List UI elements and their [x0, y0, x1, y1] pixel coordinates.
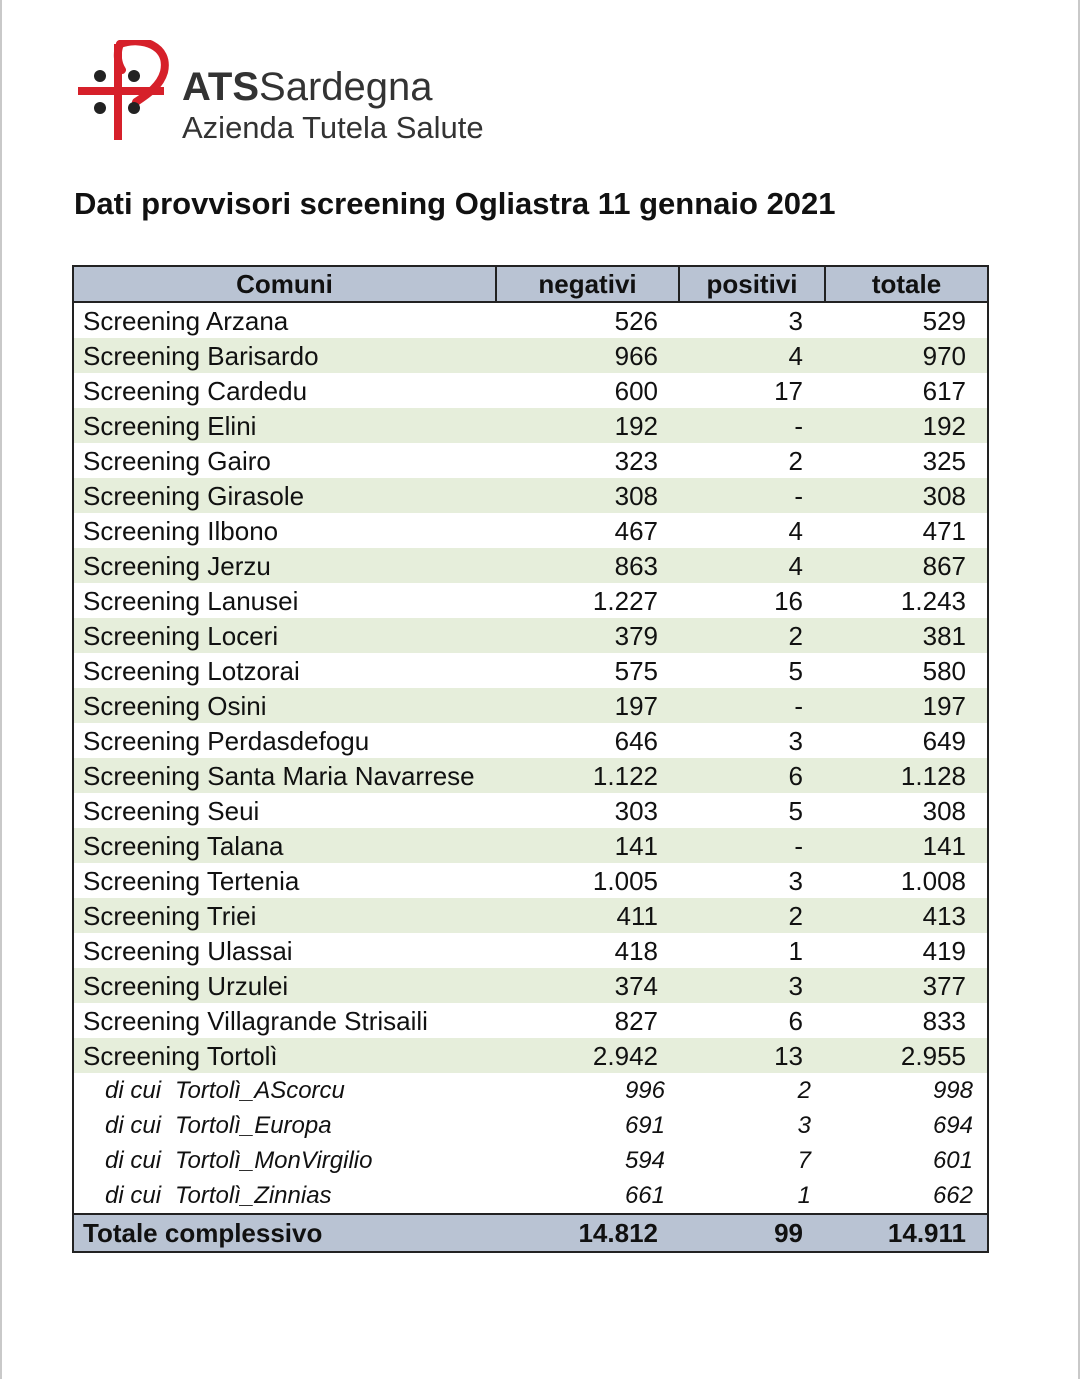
table-row: [73, 793, 988, 828]
cell-comune: Screening Barisardo: [83, 340, 319, 371]
cell-negativi: 691: [624, 1111, 665, 1139]
cell-positivi: 3: [788, 865, 803, 896]
table-row: [73, 583, 988, 618]
cell-comune: Screening Cardedu: [83, 375, 308, 406]
cell-comune: Screening Urzulei: [83, 970, 289, 1001]
cell-negativi: 1.227: [592, 585, 658, 616]
sub-name: Tortolì_AScorcu: [175, 1076, 345, 1104]
table-row: [73, 688, 988, 723]
cell-totale: 197: [922, 690, 966, 721]
cell-totale: 1.128: [900, 760, 966, 791]
table-row: [73, 898, 988, 933]
cell-comune: Screening Seui: [83, 795, 260, 826]
header-positivi: positivi: [679, 266, 825, 302]
sub-name: Tortolì_Europa: [175, 1111, 332, 1139]
cell-comune: Screening Elini: [83, 410, 257, 441]
cell-positivi: 3: [788, 305, 803, 336]
table-row: [73, 1038, 988, 1073]
total-positivi: 99: [679, 1214, 825, 1252]
cell-negativi: 411: [616, 900, 658, 931]
cell-totale: 1.243: [900, 585, 966, 616]
cell-negativi: 303: [614, 795, 658, 826]
table-row: [73, 863, 988, 898]
cell-comune: Screening Ulassai: [83, 935, 293, 966]
sub-prefix: di cui: [105, 1076, 162, 1104]
cell-negativi: 323: [614, 445, 658, 476]
header-row: [73, 266, 988, 302]
cell-totale: 662: [932, 1181, 973, 1209]
total-row: [73, 1214, 988, 1252]
cell-comune: Screening Talana: [83, 830, 284, 861]
cell-totale: 601: [932, 1146, 973, 1174]
cell-positivi: 5: [788, 795, 803, 826]
header-negativi: negativi: [496, 266, 679, 302]
cell-negativi: 418: [614, 935, 658, 966]
sub-prefix: di cui: [105, 1111, 162, 1139]
cell-negativi: 863: [614, 550, 658, 581]
table-body: [73, 302, 988, 1214]
cell-totale: 471: [922, 515, 966, 546]
screening-table: [72, 265, 989, 1253]
cell-totale: 529: [922, 305, 966, 336]
table-row: [73, 828, 988, 863]
cell-negativi: 526: [614, 305, 658, 336]
cell-positivi: 5: [788, 655, 803, 686]
sub-prefix: di cui: [105, 1181, 162, 1209]
cell-positivi: 4: [788, 515, 803, 546]
cell-positivi: 2: [788, 445, 803, 476]
table-row: [73, 933, 988, 968]
cell-comune: Screening Jerzu: [83, 550, 271, 581]
cell-totale: 377: [922, 970, 966, 1001]
table-header: [73, 266, 988, 302]
cell-totale: 141: [922, 830, 966, 861]
cell-positivi: 6: [788, 760, 803, 791]
brand-bold: ATS: [182, 65, 260, 109]
sub-row: [73, 1178, 988, 1214]
cell-negativi: 646: [614, 725, 658, 756]
cell-negativi: 467: [614, 515, 658, 546]
cell-negativi: 374: [614, 970, 658, 1001]
table-row: [73, 653, 988, 688]
cell-totale: 867: [922, 550, 966, 581]
cell-negativi: 1.122: [592, 760, 658, 791]
total-label: Totale complessivo: [73, 1214, 496, 1252]
table-row: [73, 548, 988, 583]
cell-totale: 325: [922, 445, 966, 476]
cell-comune: Screening Tortolì: [83, 1040, 278, 1071]
table-row: [73, 302, 988, 338]
cell-negativi: 594: [624, 1146, 665, 1174]
cell-positivi: -: [794, 480, 803, 511]
header-totale: totale: [825, 266, 988, 302]
table-row: [73, 618, 988, 653]
cell-comune: Screening Girasole: [83, 480, 305, 511]
cell-positivi: 3: [797, 1111, 811, 1139]
table-row: [73, 758, 988, 793]
table-row: [73, 723, 988, 758]
cell-negativi: 827: [614, 1005, 658, 1036]
cell-comune: Screening Lanusei: [83, 585, 299, 616]
table-footer: [73, 1214, 988, 1252]
total-totale: 14.911: [825, 1214, 988, 1252]
cell-positivi: 2: [788, 620, 803, 651]
cell-totale: 998: [932, 1076, 973, 1104]
cell-totale: 617: [922, 375, 966, 406]
cell-positivi: 13: [774, 1040, 803, 1071]
cell-comune: Screening Osini: [83, 690, 267, 721]
cell-positivi: 1: [797, 1181, 811, 1209]
table-row: [73, 338, 988, 373]
cell-positivi: 16: [774, 585, 803, 616]
cell-comune: Screening Lotzorai: [83, 655, 300, 686]
cell-positivi: 2: [797, 1076, 811, 1104]
cell-totale: 1.008: [900, 865, 966, 896]
sub-row: [73, 1143, 988, 1178]
table-row: [73, 1003, 988, 1038]
cell-comune: Screening Santa Maria Navarrese: [83, 760, 475, 791]
cell-positivi: 4: [788, 340, 803, 371]
cell-totale: 2.955: [900, 1040, 966, 1071]
brand-subtitle: Azienda Tutela Salute: [182, 110, 484, 145]
cell-positivi: 3: [788, 725, 803, 756]
cell-positivi: -: [794, 830, 803, 861]
cell-comune: Screening Tertenia: [83, 865, 300, 896]
cell-positivi: -: [794, 690, 803, 721]
cell-negativi: 1.005: [592, 865, 658, 896]
table-row: [73, 443, 988, 478]
sub-prefix: di cui: [105, 1146, 162, 1174]
cell-positivi: 3: [788, 970, 803, 1001]
cell-negativi: 197: [614, 690, 658, 721]
cell-sub-comune: [73, 1178, 496, 1214]
cell-positivi: 2: [788, 900, 803, 931]
cell-comune: Screening Gairo: [83, 445, 271, 476]
cell-comune: Screening Perdasdefogu: [83, 725, 370, 756]
cell-totale: 970: [922, 340, 966, 371]
cell-negativi: 996: [624, 1076, 665, 1104]
table-row: [73, 408, 988, 443]
cell-totale: 694: [932, 1111, 973, 1139]
cell-positivi: 1: [788, 935, 803, 966]
sub-name: Tortolì_Zinnias: [175, 1181, 332, 1209]
cell-totale: 419: [922, 935, 966, 966]
cell-comune: Screening Triei: [83, 900, 257, 931]
table-row: [73, 478, 988, 513]
cell-negativi: 2.942: [592, 1040, 658, 1071]
cell-positivi: 4: [788, 550, 803, 581]
cell-totale: 833: [922, 1005, 966, 1036]
cell-positivi: 7: [797, 1146, 811, 1174]
cell-totale: 580: [922, 655, 966, 686]
header-comuni: Comuni: [73, 266, 496, 302]
cell-totale: 308: [922, 480, 966, 511]
sub-name: Tortolì_MonVirgilio: [175, 1146, 373, 1174]
cell-totale: 192: [922, 410, 966, 441]
table-row: [73, 968, 988, 1003]
cell-sub-comune: [73, 1143, 496, 1178]
cell-negativi: 600: [614, 375, 658, 406]
cell-comune: Screening Ilbono: [83, 515, 279, 546]
cell-negativi: 575: [614, 655, 658, 686]
sub-row: [73, 1108, 988, 1143]
document-title: Dati provvisori screening Ogliastra 11 gennaio 2021: [74, 186, 836, 221]
page-edge-left: [0, 0, 2, 1379]
cell-negativi: 192: [614, 410, 658, 441]
brand-block: [182, 64, 484, 146]
cell-positivi: 6: [788, 1005, 803, 1036]
cell-totale: 649: [922, 725, 966, 756]
cell-negativi: 966: [614, 340, 658, 371]
cell-totale: 381: [922, 620, 966, 651]
table-row: [73, 373, 988, 408]
cell-comune: Screening Villagrande Strisaili: [83, 1005, 428, 1036]
ats-heart-cross-icon: [74, 40, 174, 144]
cell-positivi: -: [794, 410, 803, 441]
cell-totale: 413: [922, 900, 966, 931]
cell-negativi: 661: [624, 1181, 665, 1209]
cell-negativi: 141: [614, 830, 658, 861]
cell-comune: Screening Loceri: [83, 620, 279, 651]
brand-name: [182, 64, 484, 110]
total-negativi: 14.812: [496, 1214, 679, 1252]
cell-negativi: 379: [614, 620, 658, 651]
cell-totale: 308: [922, 795, 966, 826]
cell-sub-comune: [73, 1108, 496, 1143]
cell-negativi: 308: [614, 480, 658, 511]
cell-sub-comune: [73, 1073, 496, 1108]
brand-regular: Sardegna: [259, 65, 433, 109]
cell-positivi: 17: [774, 375, 803, 406]
table-row: [73, 513, 988, 548]
cell-comune: Screening Arzana: [83, 305, 289, 336]
sub-row: [73, 1073, 988, 1108]
